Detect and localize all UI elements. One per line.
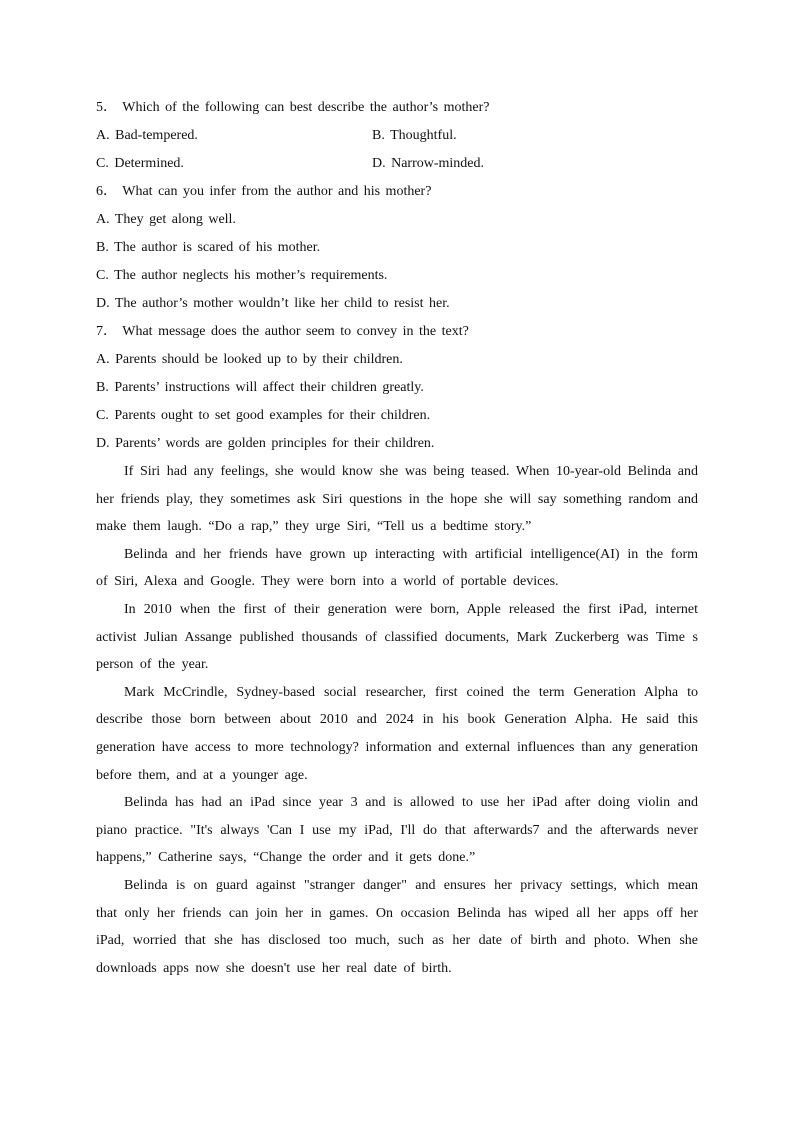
question-5-option-a: A. Bad-tempered. [96,128,198,143]
passage-paragraph-3: In 2010 when the first of their generation were born, Apple released the first iPad, internet activist Julian Assange published thousands of classified documents, Mark Zuckerberg was Time s person of the year. [96,601,698,673]
passage-paragraph-5: Belinda has had an iPad since year 3 and is allowed to use her iPad after doing violin and piano practice. "It's always 'Can I use my iPad, I'll do that afterwards7 and the afterwards never happens,” Catherine says, “Change the order and it gets done.” [96,795,698,866]
question-5-stem: 5． Which of the following can best describe the author’s mother? [96,100,490,115]
question-7-option-c: C. Parents ought to set good examples for their children. [96,408,431,423]
document-page [96,94,698,982]
question-5-option-d: D. Narrow-minded. [372,156,485,171]
question-5-options-row-1 [96,122,698,150]
question-6-option-b: B. The author is scared of his mother. [96,240,321,255]
question-5-option-c: C. Determined. [96,156,184,171]
passage-paragraph-2: Belinda and her friends have grown up interacting with artificial intelligence(AI) in the form of Siri, Alexa and Google. They were born into a world of portable devices. [96,546,698,590]
question-5-options-row-2 [96,150,698,178]
question-5-option-b: B. Thoughtful. [372,128,457,143]
question-6-stem: 6． What can you infer from the author and his mother? [96,184,432,199]
question-6-option-a: A. They get along well. [96,212,236,227]
question-7-option-d: D. Parents’ words are golden principles for their children. [96,436,435,451]
passage-paragraph-1: If Siri had any feelings, she would know she was being teased. When 10-year-old Belinda and her friends play, they sometimes ask Siri questions in the hope she will say something random and make them laugh. “Do a rap,” they urge Siri, “Tell us a bedtime story.” [96,464,698,535]
question-6-option-c: C. The author neglects his mother’s requirements. [96,268,388,283]
question-7-option-a: A. Parents should be looked up to by their children. [96,352,403,367]
question-7-option-b: B. Parents’ instructions will affect their children greatly. [96,380,424,395]
question-7-stem: 7． What message does the author seem to convey in the text? [96,324,469,339]
passage-paragraph-4: Mark McCrindle, Sydney-based social researcher, first coined the term Generation Alpha to describe those born between about 2010 and 2024 in his book Generation Alpha. He said this generation have access to more technology? information and external influences than any generation before them, and at a younger age. [96,684,698,783]
passage-paragraph-6: Belinda is on guard against "stranger danger" and ensures her privacy settings, which mean that only her friends can join her in games. On occasion Belinda has wiped all her apps off her iPad, worried that she has disclosed too much, such as her date of birth and photo. When she downloads apps now she doesn't use her real date of birth. [96,877,698,976]
question-6-option-d: D. The author’s mother wouldn’t like her child to resist her. [96,296,450,311]
